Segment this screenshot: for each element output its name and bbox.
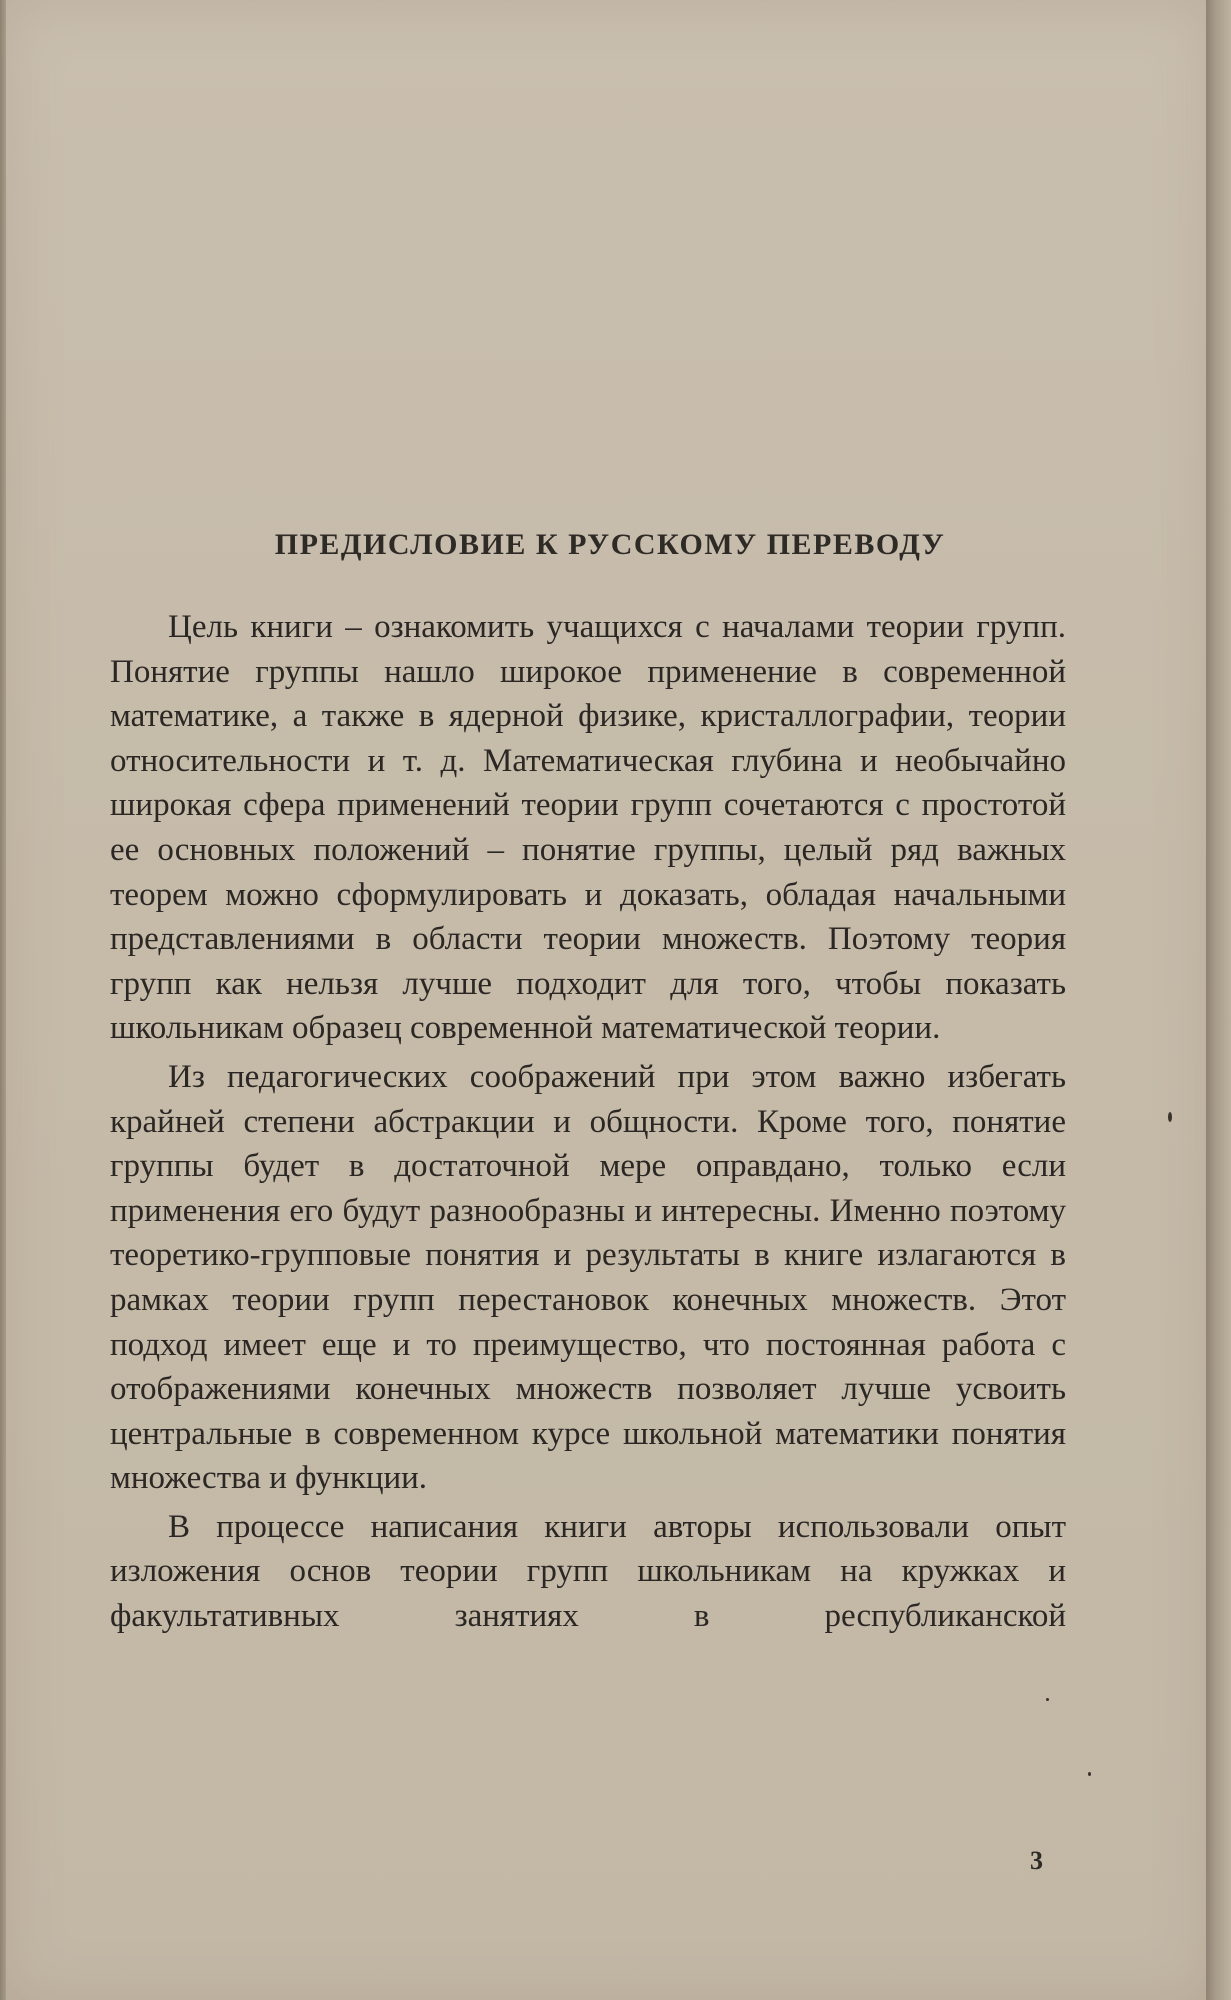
- paragraph: Цель книги – ознакомить учащихся с началами теории групп. Понятие группы нашло широкое применение в современной математике, а также в ядерной физике, кристаллографии, теории относительности и т. д. Математическая глубина и необычайно широкая сфера применений теории групп сочетаются с простотой ее основных положений – понятие группы, целый ряд важных теорем можно сформулировать и доказать, обладая начальными представлениями в области теории множеств. Поэтому теория групп как нельзя лучше подходит для того, чтобы показать школьникам образец современной математической теории.: [110, 609, 1066, 1047]
- paper-speck: [1168, 1112, 1172, 1122]
- page-right-edge: [1206, 0, 1231, 2000]
- paragraph: В процессе написания книги авторы использовали опыт изложения основ теории групп школьникам на кружках и факультативных занятиях в республиканской: [110, 1508, 1066, 1635]
- paragraph: Из педагогических соображений при этом важно избегать крайней степени абстракции и общности. Кроме того, понятие группы будет в достаточной мере оправдано, только если применения его будут разнообразны и интересны. Именно поэтому теоретико-групповые понятия и результаты в книге излагаются в рамках теории групп перестановок конечных множеств. Этот подход имеет еще и то преимущество, что постоянная работа с отображениями конечных множеств позволяет лучше усвоить центральные в современном курсе школьной математики понятия множества и функции.: [110, 1058, 1066, 1497]
- paper-speck: [1046, 1698, 1049, 1701]
- paper-speck: [1088, 1772, 1091, 1776]
- page-number: 3: [1030, 1846, 1043, 1875]
- section-heading: ПРЕДИСЛОВИЕ К РУССКОМУ ПЕРЕВОДУ: [274, 528, 946, 561]
- body-text: [110, 605, 1066, 1643]
